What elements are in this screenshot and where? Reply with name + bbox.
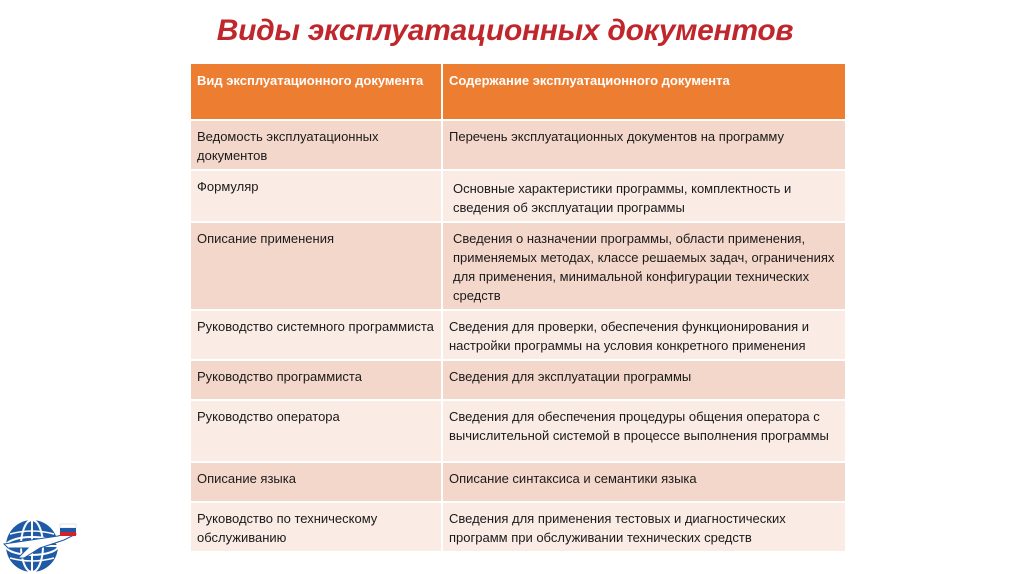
document-type-cell: Описание применения [191,222,442,310]
document-content-cell: Сведения для проверки, обеспечения функционирования и настройки программы на условия конкретного применения [442,310,845,360]
table-row [191,120,845,170]
table-header-row [191,63,845,120]
document-content-cell: Сведения для эксплуатации программы [442,360,845,400]
document-type-cell: Руководство по техническому обслуживанию [191,502,442,552]
document-type-cell: Формуляр [191,170,442,222]
table-row [191,222,845,310]
table-row [191,310,845,360]
table-row [191,462,845,502]
document-content-cell: Сведения для обеспечения процедуры общения оператора с вычислительной системой в процессе выполнения программы [442,400,845,462]
document-content-cell: Сведения о назначении программы, области применения, применяемых методах, классе решаемых задач, ограничениях для применения, минимальной конфигурации технических средств [442,222,845,310]
documents-table [191,62,845,553]
table-row [191,170,845,222]
table-row [191,360,845,400]
slide-title: Виды эксплуатационных документов [216,14,794,47]
document-type-cell: Руководство системного программиста [191,310,442,360]
globe-airplane-logo-icon [0,510,80,574]
document-content-cell: Сведения для применения тестовых и диагностических программ при обслуживании технических средств [442,502,845,552]
document-type-cell: Руководство программиста [191,360,442,400]
document-type-cell: Ведомость эксплуатационных документов [191,120,442,170]
document-content-cell: Основные характеристики программы, комплектность и сведения об эксплуатации программы [442,170,845,222]
document-content-cell: Перечень эксплуатационных документов на программу [442,120,845,170]
header-document-content: Содержание эксплуатационного документа [442,63,845,120]
table-row [191,400,845,462]
header-document-type: Вид эксплуатационного документа [191,63,442,120]
document-type-cell: Руководство оператора [191,400,442,462]
table-row [191,502,845,552]
document-type-cell: Описание языка [191,462,442,502]
document-content-cell: Описание синтаксиса и семантики языка [442,462,845,502]
logo-graphic [0,510,80,574]
